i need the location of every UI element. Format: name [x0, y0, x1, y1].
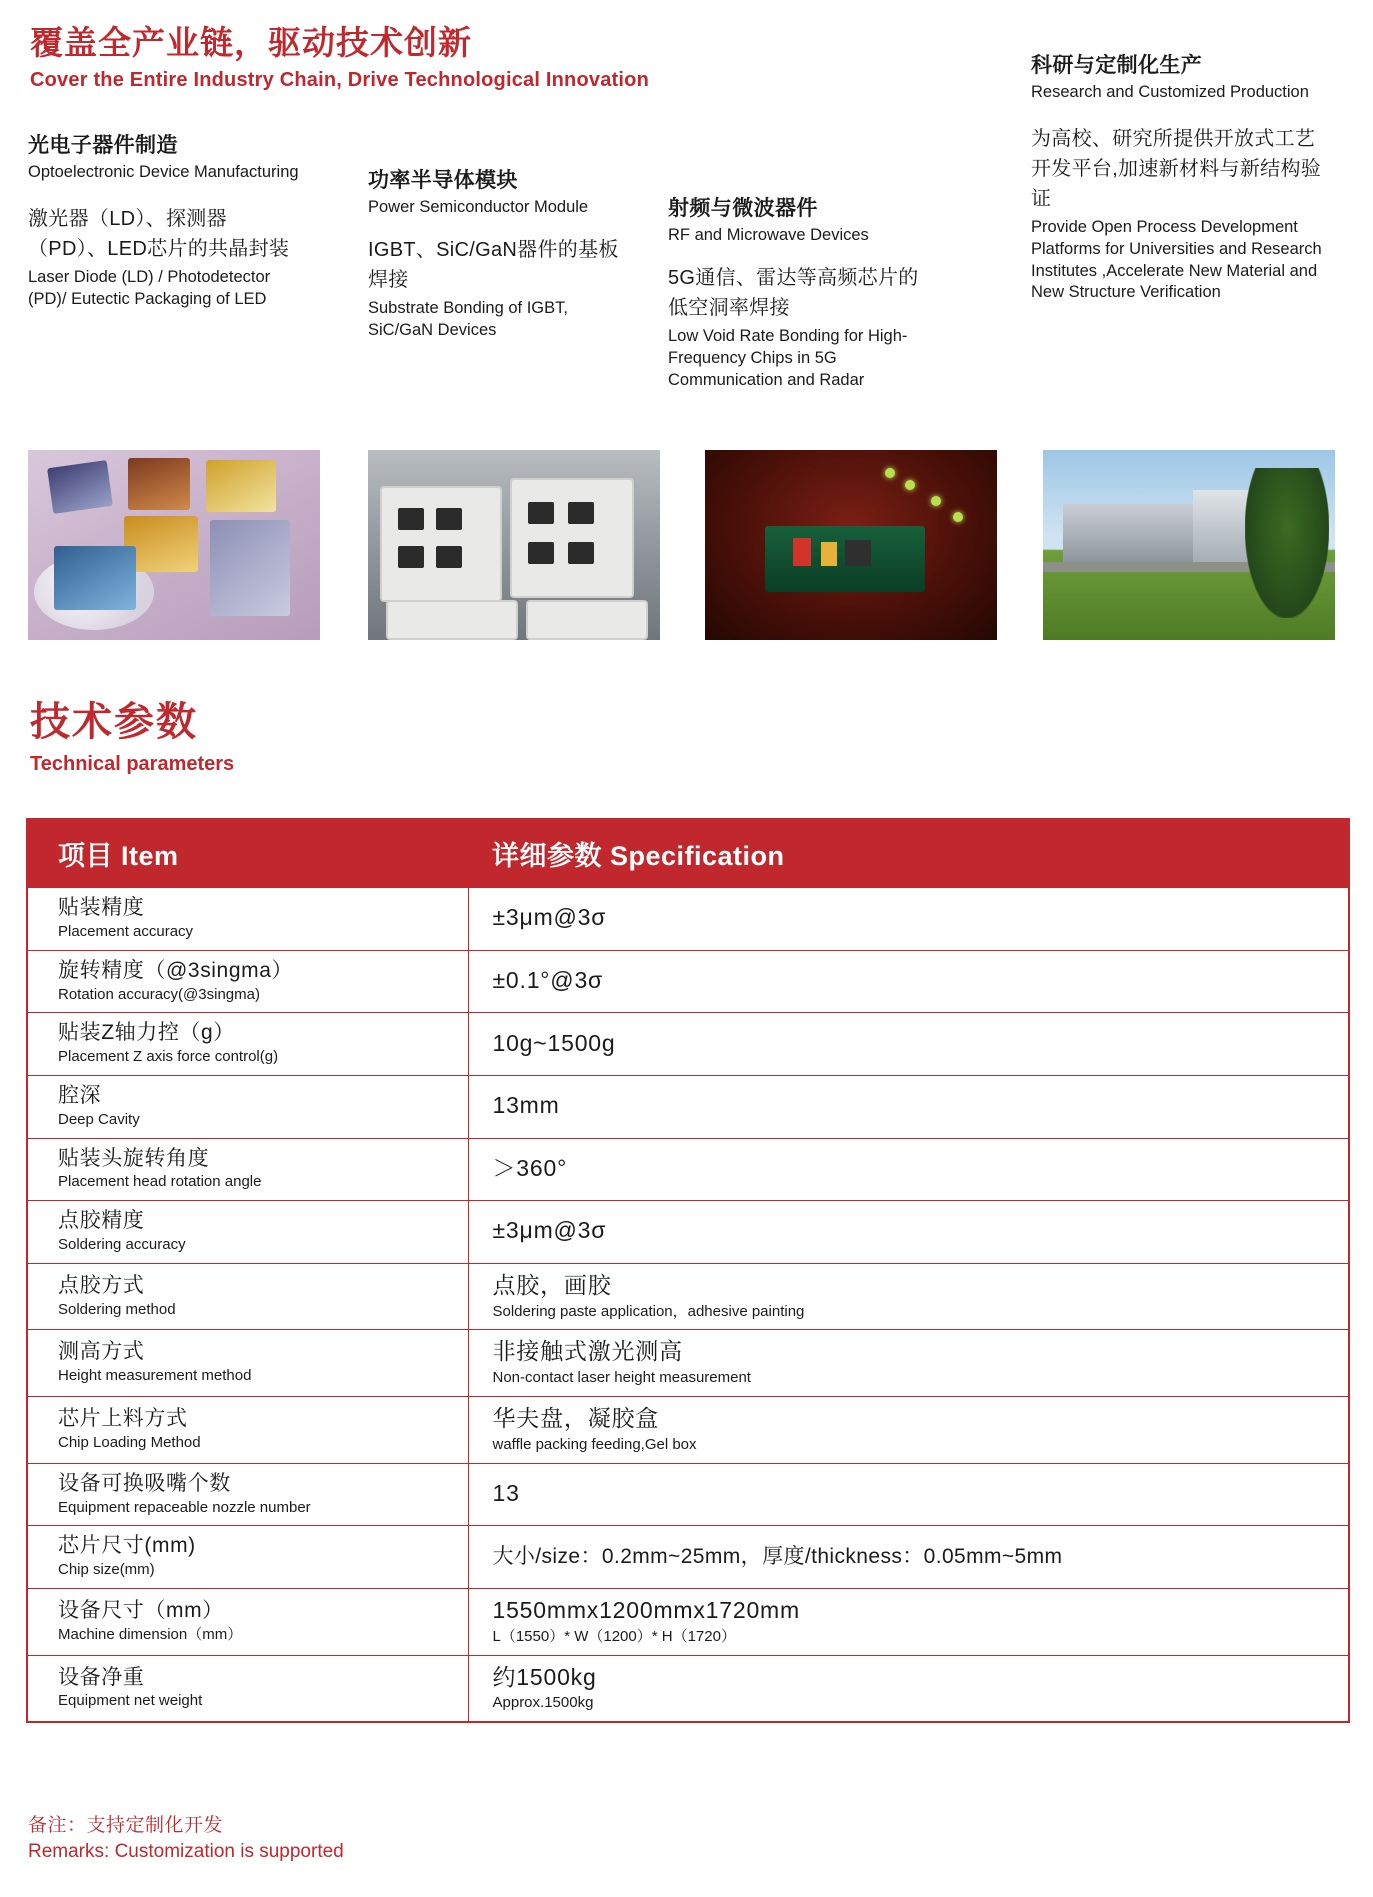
table-row [28, 1201, 1348, 1264]
spec-table-wrapper [26, 818, 1350, 1723]
row-item-en: Chip Loading Method [58, 1433, 201, 1451]
remarks-cn: 备注：支持定制化开发 [28, 1815, 224, 1836]
row-value-cell [468, 1655, 1348, 1721]
col4-desc-en: Provide Open Process Development Platforms for Universities and Research Institutes ,Accelerate New Material and New Structure Verification [1031, 217, 1322, 302]
row-item-cn: 芯片尺寸(mm) [58, 1534, 196, 1558]
row-value-main: 约1500kg [492, 1663, 597, 1690]
row-item-en: Soldering accuracy [58, 1236, 186, 1253]
power-module-photo [368, 450, 660, 640]
row-value-cell [468, 1263, 1348, 1330]
row-value-main: ±3μm@3σ [492, 1217, 607, 1244]
feature-column-rf-microwave [668, 32, 936, 391]
remarks-block [28, 1810, 344, 1863]
row-value-cell [468, 1330, 1348, 1397]
row-value-main: 点胶，画胶 [492, 1271, 612, 1298]
row-item-cell [28, 1013, 468, 1076]
row-item-cell [28, 1588, 468, 1655]
table-row [28, 1397, 1348, 1464]
row-item-en: Equipment repaceable nozzle number [58, 1498, 311, 1516]
row-item-cell [28, 1655, 468, 1721]
row-item-cn: 旋转精度（@3singma） [58, 958, 294, 982]
tech-title-en: Technical parameters [30, 753, 235, 775]
row-value-cell [468, 1075, 1348, 1138]
row-value-cell [468, 1397, 1348, 1464]
row-item-cell [28, 950, 468, 1013]
table-header-row [28, 820, 1348, 888]
row-item-en: Rotation accuracy(@3singma) [58, 985, 260, 1003]
feature-columns [28, 32, 1348, 552]
table-row [28, 1138, 1348, 1201]
row-item-en: Deep Cavity [58, 1110, 140, 1128]
row-value-sub: L（1550）* W（1200）* H（1720） [492, 1627, 736, 1645]
row-item-cn: 腔深 [58, 1083, 102, 1107]
col3-desc-cn: 5G通信、雷达等高频芯片的低空洞率焊接 [668, 266, 919, 319]
row-item-en: Chip size(mm) [58, 1561, 155, 1579]
table-header-spec: 详细参数 Specification [468, 820, 1348, 888]
feature-column-research [1031, 32, 1331, 304]
row-item-en: Machine dimension（mm） [58, 1625, 243, 1643]
row-item-cn: 贴装精度 [58, 896, 145, 919]
col1-title-cn: 光电子器件制造 [28, 134, 178, 157]
tech-title-cn: 技术参数 [30, 700, 198, 744]
row-value-cell [468, 1588, 1348, 1655]
row-item-cell [28, 1330, 468, 1397]
row-value-cell [468, 1201, 1348, 1264]
research-institute-photo [1043, 450, 1335, 640]
rf-microwave-photo [705, 450, 997, 640]
row-item-cn: 贴装头旋转角度 [58, 1146, 210, 1170]
row-item-cn: 设备尺寸（mm） [58, 1598, 224, 1622]
row-item-cell [28, 888, 468, 951]
col1-desc-cn: 激光器（LD）、探测器（PD）、LED芯片的共晶封装 [28, 207, 290, 260]
table-row [28, 1013, 1348, 1076]
row-value-sub: waffle packing feeding,Gel box [492, 1435, 697, 1453]
row-value-main: 13 [492, 1480, 520, 1507]
row-item-cn: 点胶方式 [58, 1273, 145, 1297]
col2-desc-cn: IGBT、SiC/GaN器件的基板焊接 [368, 238, 619, 291]
row-value-cell [468, 1526, 1348, 1589]
row-item-cn: 设备净重 [58, 1665, 145, 1689]
row-item-cn: 点胶精度 [58, 1209, 145, 1233]
row-item-cell [28, 1138, 468, 1201]
table-row [28, 1330, 1348, 1397]
row-item-cn: 贴装Z轴力控（g） [58, 1021, 235, 1045]
spec-table [28, 820, 1348, 1721]
table-row [28, 1463, 1348, 1526]
remarks-en: Remarks: Customization is supported [28, 1841, 344, 1862]
row-item-cell [28, 1397, 468, 1464]
row-item-en: Soldering method [58, 1300, 176, 1318]
table-row [28, 1075, 1348, 1138]
header-title-cn: 覆盖全产业链，驱动技术创新 [30, 24, 472, 61]
row-item-en: Placement head rotation angle [58, 1173, 262, 1191]
col1-desc-en: Laser Diode (LD) / Photodetector (PD)/ Eutectic Packaging of LED [28, 267, 271, 308]
col2-title-cn: 功率半导体模块 [368, 169, 518, 192]
row-item-cn: 芯片上料方式 [58, 1407, 188, 1431]
row-item-cn: 测高方式 [58, 1340, 145, 1364]
row-value-main: ±3μm@3σ [492, 904, 607, 931]
row-value-main: 大小/size：0.2mm~25mm，厚度/thickness：0.05mm~5mm [492, 1544, 1063, 1568]
row-value-cell [468, 888, 1348, 951]
row-item-cn: 设备可换吸嘴个数 [58, 1471, 231, 1495]
row-item-en: Placement Z axis force control(g) [58, 1048, 279, 1066]
col4-title-cn: 科研与定制化生产 [1031, 54, 1203, 77]
row-value-main: 13mm [492, 1092, 560, 1119]
table-header-item: 项目 Item [28, 820, 468, 888]
row-value-sub: Soldering paste application，adhesive painting [492, 1302, 805, 1320]
col2-desc-en: Substrate Bonding of IGBT, SiC/GaN Devices [368, 298, 568, 339]
table-row [28, 1588, 1348, 1655]
col2-title-en: Power Semiconductor Module [368, 197, 589, 216]
col4-title-en: Research and Customized Production [1031, 82, 1309, 101]
row-item-cell [28, 1526, 468, 1589]
row-value-sub: Approx.1500kg [492, 1694, 594, 1712]
feature-column-power-module [368, 32, 636, 342]
feature-column-optoelectronic [28, 32, 300, 311]
col3-desc-en: Low Void Rate Bonding for High-Frequency Chips in 5G Communication and Radar [668, 326, 908, 389]
header-title-en: Cover the Entire Industry Chain, Drive Technological Innovation [30, 69, 649, 92]
row-item-en: Placement accuracy [58, 922, 194, 940]
col4-desc-cn: 为高校、研究所提供开放式工艺开发平台,加速新材料与新结构验证 [1031, 127, 1322, 210]
row-item-en: Equipment net weight [58, 1692, 203, 1710]
row-value-main: 非接触式激光测高 [492, 1338, 683, 1365]
row-value-cell [468, 950, 1348, 1013]
row-value-main: 华夫盘，凝胶盒 [492, 1405, 660, 1432]
row-value-sub: Non-contact laser height measurement [492, 1369, 751, 1387]
row-item-cell [28, 1201, 468, 1264]
table-row [28, 1263, 1348, 1330]
optoelectronic-device-photo [28, 450, 320, 640]
table-row [28, 1526, 1348, 1589]
col3-title-cn: 射频与微波器件 [668, 197, 818, 220]
row-value-cell [468, 1138, 1348, 1201]
row-value-main: ±0.1°@3σ [492, 966, 604, 993]
col3-title-en: RF and Microwave Devices [668, 225, 869, 244]
row-item-cell [28, 1263, 468, 1330]
row-value-main: ＞360° [492, 1154, 568, 1181]
row-value-main: 1550mmx1200mmx1720mm [492, 1596, 800, 1623]
table-row [28, 1655, 1348, 1721]
row-item-cell [28, 1463, 468, 1526]
row-value-main: 10g~1500g [492, 1029, 616, 1056]
row-value-cell [468, 1013, 1348, 1076]
row-item-en: Height measurement method [58, 1367, 252, 1385]
col1-title-en: Optoelectronic Device Manufacturing [28, 162, 299, 181]
table-row [28, 950, 1348, 1013]
table-row [28, 888, 1348, 951]
row-value-cell [468, 1463, 1348, 1526]
tech-params-heading [30, 690, 234, 776]
row-item-cell [28, 1075, 468, 1138]
